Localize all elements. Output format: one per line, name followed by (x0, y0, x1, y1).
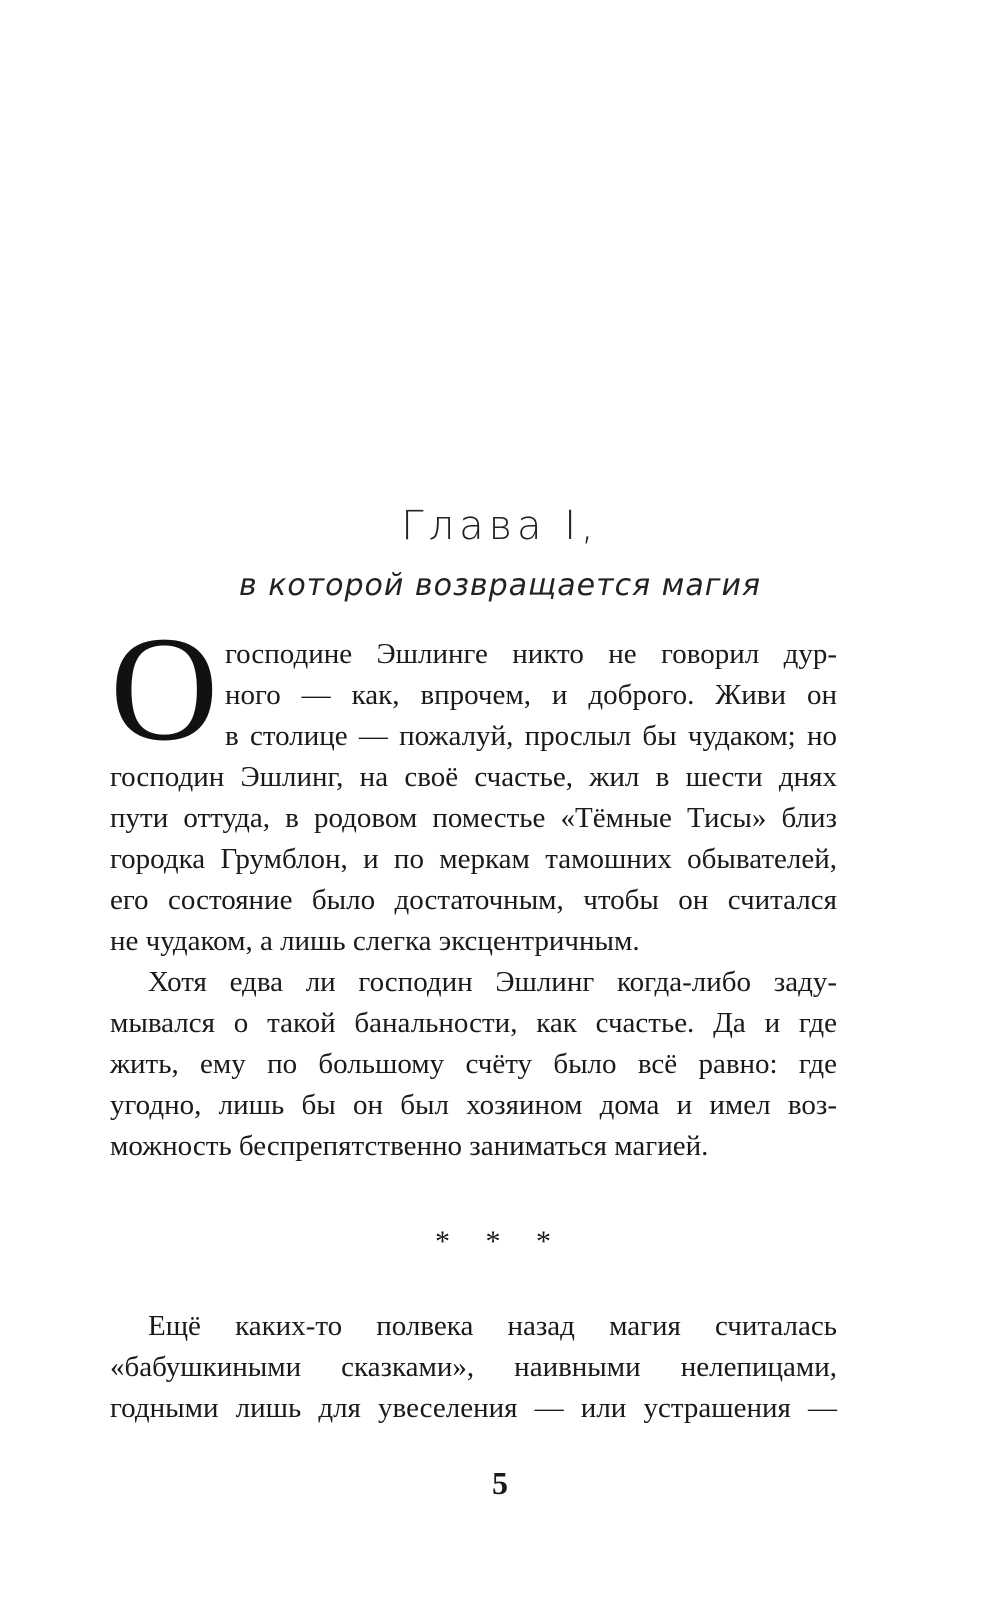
text-line: господин Эшлинг, на своё счастье, жил в шести днях (110, 761, 837, 793)
text-line: можность беспрепятственно заниматься магией. (110, 1130, 709, 1162)
text-line: господине Эшлинге никто не говорил дур- (225, 638, 837, 670)
section-separator: * * * (435, 1225, 565, 1258)
text-line: «бабушкиными сказками», наивными нелепицами, (110, 1351, 837, 1383)
text-line: мывался о такой банальности, как счастье. Да и где (110, 1007, 837, 1039)
page-number: 5 (492, 1465, 508, 1501)
text-line: в столице — пожалуй, прослыл бы чудаком; но (225, 720, 837, 752)
chapter-subtitle: в которой возвращается магия (238, 568, 762, 603)
text-line: угодно, лишь бы он был хозяином дома и имел воз- (110, 1089, 837, 1121)
paragraph-1-body (110, 757, 837, 1167)
text-line: его состояние было достаточным, чтобы он считался (110, 884, 837, 916)
text-line: годными лишь для увеселения — или устрашения — (110, 1392, 837, 1424)
text-line: жить, ему по большому счёту было всё равно: где (110, 1048, 837, 1080)
chapter-title: Глава I, (401, 503, 599, 549)
text-line: не чудаком, а лишь слегка эксцентричным. (110, 925, 640, 957)
text-line: ного — как, впрочем, и доброго. Живи он (225, 679, 837, 711)
text-line: городка Грумблон, и по меркам тамошних обывателей, (110, 843, 837, 875)
paragraph-3 (110, 1306, 837, 1429)
text-line: пути оттуда, в родовом поместье «Тёмные Тисы» близ (110, 802, 837, 834)
text-line: Хотя едва ли господин Эшлинг когда-либо заду- (148, 966, 837, 998)
drop-cap-lines (225, 634, 837, 757)
drop-cap: О (110, 606, 219, 772)
text-line: Ещё каких-то полвека назад магия считалась (148, 1310, 837, 1342)
